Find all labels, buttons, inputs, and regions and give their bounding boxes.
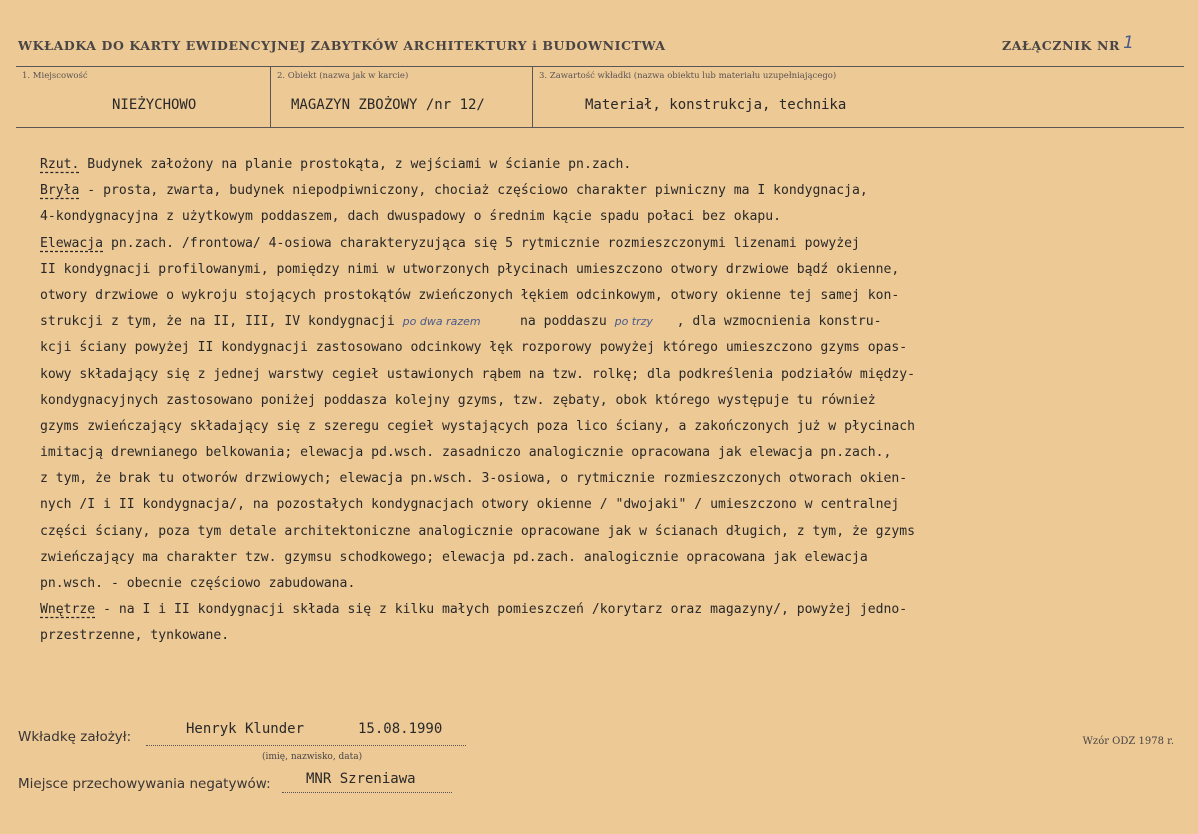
field-object-value: MAGAZYN ZBOŻOWY /nr 12/	[291, 97, 485, 113]
header-bottom-rule	[16, 127, 1184, 128]
field-contents-label: 3. Zawartość wkładki (nazwa obiektu lub materiału uzupełniającego)	[539, 71, 837, 81]
text-span: na poddaszu	[480, 314, 615, 330]
created-date: 15.08.1990	[358, 721, 443, 737]
section-heading-elevation: Elewacja	[40, 235, 104, 251]
field-object-label: 2. Obiekt (nazwa jak w karcie)	[277, 71, 409, 81]
attachment-number: 1	[1123, 33, 1134, 53]
text-line: części ściany, poza tym detale architektoniczne analogicznie opracowane jak w ścianach długich, z tym, że gzyms	[40, 523, 916, 539]
text-line: przestrzenne, tynkowane.	[40, 628, 230, 644]
text-line: kcji ściany powyżej II kondygnacji zastosowano odcinkowy łęk rozporowy powyżej którego umieszczono gzyms opas-	[40, 340, 908, 356]
text-line	[40, 231, 1170, 257]
handwritten-note: po trzy	[614, 315, 653, 329]
field-object	[270, 66, 533, 127]
text-line: kowy składający się z jednej warstwy cegieł ustawionych rąbem na tzw. rolkę; dla podkreślenia podziałów między-	[40, 366, 916, 382]
handwritten-note: po dwa razem	[402, 315, 481, 329]
created-by-dotted-line	[146, 745, 466, 746]
author-hint: (imię, nazwisko, data)	[262, 752, 363, 762]
text-line: imitacją drewnianego belkowania; elewacja pd.wsch. zasadniczo analogicznie opracowana jak elewacja pn.zach.,	[40, 445, 892, 461]
text-span: pn.zach. /frontowa/ 4-osiowa charakteryzująca się 5 rytmicznie rozmieszczonymi lizenami powyżej	[103, 235, 860, 251]
text-line: kondygnacyjnych zastosowano poniżej poddasza kolejny gzyms, tzw. zębaty, obok którego występuje tu również	[40, 392, 876, 408]
text-line	[40, 597, 1170, 623]
attachment-label: ZAŁĄCZNIK NR	[1002, 38, 1120, 53]
description-text	[40, 152, 1170, 650]
author-name: Henryk Klunder	[186, 721, 305, 737]
text-line: 4-kondygnacyjna z użytkowym poddaszem, dach dwuspadowy o średnim kącie spadu połaci bez okapu.	[40, 209, 782, 225]
field-contents	[532, 66, 1185, 127]
text-span: - prosta, zwarta, budynek niepodpiwniczony, chociaż częściowo charakter piwniczny ma I kondygnacja,	[79, 183, 868, 199]
section-heading-interior: Wnętrze	[40, 602, 96, 618]
text-line	[40, 178, 1170, 204]
text-line: z tym, że brak tu otworów drzwiowych; elewacja pn.wsch. 3-osiowa, o rytmicznie rozmieszczonych otworach okien-	[40, 471, 908, 487]
field-contents-value: Materiał, konstrukcja, technika	[585, 97, 847, 113]
text-span: strukcji z tym, że na II, III, IV kondygnacji	[40, 314, 403, 330]
text-span: Budynek założony na planie prostokąta, z wejściami w ścianie pn.zach.	[79, 157, 632, 172]
negatives-dotted-line	[282, 792, 452, 793]
text-line	[40, 309, 1170, 335]
text-line: gzyms zwieńczający składający się z szeregu cegieł wystających poza lico ściany, a zakończonych już w płycinach	[40, 418, 916, 434]
section-heading-massing: Bryła	[40, 183, 80, 199]
section-heading-plan: Rzut.	[40, 157, 80, 172]
card-title: WKŁADKA DO KARTY EWIDENCYJNEJ ZABYTKÓW ARCHITEKTURY i BUDOWNICTWA	[18, 38, 666, 53]
text-line: zwieńczający ma charakter tzw. gzymsu schodkowego; elewacja pd.zach. analogicznie opracowana jak elewacja	[40, 549, 868, 565]
negatives-location-value: MNR Szreniawa	[306, 771, 416, 787]
field-locality-value: NIEŻYCHOWO	[112, 97, 197, 113]
text-line: otwory drzwiowe o wykroju stojących prostokątów zwieńczonych łękiem odcinkowym, otwory okienne tej samej kon-	[40, 287, 900, 303]
created-by-label: Wkładkę założył:	[18, 729, 132, 745]
text-line: nych /I i II kondygnacja/, na pozostałych kondygnacjach otwory okienne / "dwojaki" / umieszczono w centralnej	[40, 497, 900, 513]
text-line: pn.wsch. - obecnie częściowo zabudowana.	[40, 576, 356, 591]
field-locality	[16, 66, 270, 127]
form-pattern-label: Wzór ODZ 1978 r.	[1082, 736, 1174, 747]
text-span: , dla wzmocnienia konstru-	[652, 314, 882, 330]
field-locality-label: 1. Miejscowość	[22, 71, 88, 81]
text-span: - na I i II kondygnacji składa się z kilku małych pomieszczeń /korytarz oraz magazyny/, powyżej jedno-	[95, 602, 908, 618]
negatives-location-label: Miejsce przechowywania negatywów:	[18, 776, 271, 792]
text-line: II kondygnacji profilowanymi, pomiędzy nimi w utworzonych płycinach umieszczono otwory drzwiowe bądź okienne,	[40, 261, 900, 277]
text-line	[40, 152, 1170, 178]
